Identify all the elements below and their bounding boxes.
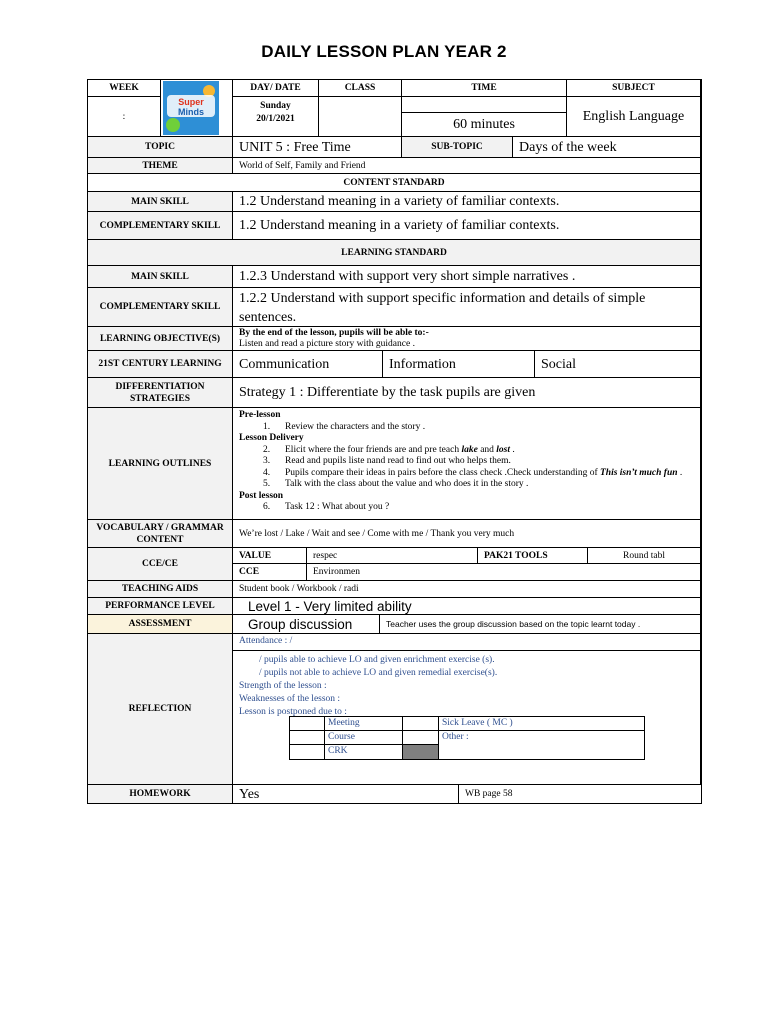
pak21-label: PAK21 TOOLS [478, 548, 588, 564]
objective-text: Listen and read a picture story with guidance . [239, 339, 415, 349]
reflection-strength: Strength of the lesson : [239, 681, 327, 691]
objective-value [233, 327, 701, 351]
performance-value: Level 1 - Very limited ability [233, 598, 701, 615]
other-check[interactable] [403, 731, 439, 745]
outline-step-1: 1. Review the characters and the story . [263, 421, 426, 432]
century-item-1: Communication [233, 351, 383, 378]
cs-main-skill-label: MAIN SKILL [88, 192, 233, 212]
objective-label: LEARNING OBJECTIVE(S) [88, 327, 233, 351]
subject-value: English Language [567, 97, 701, 137]
outline-step-3: 3. Read and pupils liste nand read to find out who helps them. [263, 456, 511, 466]
vocab-label: VOCABULARY / GRAMMAR CONTENT [88, 520, 233, 548]
cce-ce-label: CCE/CE [88, 548, 233, 581]
reflection-remedial: / pupils not able to achieve LO and given remedial exercise(s). [259, 668, 498, 678]
date-value: 20/1/2021 [256, 114, 295, 124]
reflection-label: REFLECTION [88, 634, 233, 785]
teaching-aids-label: TEACHING AIDS [88, 581, 233, 598]
outline-step-2: 2. Elicit where the four friends are and pre teach lake and lost . [263, 444, 515, 455]
pak21-value: Round tabl [588, 548, 701, 564]
outline-step-4: 4. Pupils compare their ideas in pairs before the class check .Check understanding of This isn’t much fun . [263, 467, 683, 478]
cs-main-skill-value: 1.2 Understand meaning in a variety of familiar contexts. [233, 192, 701, 212]
ls-main-skill-value: 1.2.3 Understand with support very short simple narratives . [233, 266, 701, 288]
topic-value: UNIT 5 : Free Time [233, 137, 402, 158]
learning-standard-heading: LEARNING STANDARD [88, 240, 701, 266]
outlines-content [233, 408, 701, 520]
outlines-label: LEARNING OUTLINES [88, 408, 233, 520]
lesson-plan-table [87, 79, 702, 804]
lesson-delivery-heading: Lesson Delivery [239, 433, 304, 443]
ls-main-skill-label: MAIN SKILL [88, 266, 233, 288]
homework-value: Yes [233, 785, 459, 803]
day-date-value [233, 97, 319, 137]
crk-shaded-cell [403, 745, 439, 759]
reflection-postponed: Lesson is postponed due to : [239, 707, 347, 717]
other-option: Other : [442, 732, 469, 742]
sick-check[interactable] [403, 717, 439, 731]
course-check[interactable] [290, 731, 325, 745]
post-lesson-heading: Post lesson [239, 490, 284, 501]
crk-option: CRK [325, 745, 403, 759]
sub-topic-label: SUB-TOPIC [402, 137, 513, 158]
subject-label: SUBJECT [567, 80, 701, 97]
content-standard-heading: CONTENT STANDARD [88, 174, 701, 192]
century-label: 21ST CENTURY LEARNING [88, 351, 233, 378]
assessment-note: Teacher uses the group discussion based on the topic learnt today . [380, 615, 701, 634]
time-blank [402, 97, 567, 113]
week-label: WEEK [88, 80, 161, 97]
objective-intro: By the end of the lesson, pupils will be able to:- [239, 328, 429, 338]
cs-complementary-label: COMPLEMENTARY SKILL [88, 212, 233, 240]
homework-note: WB page 58 [465, 789, 513, 799]
theme-value: World of Self, Family and Friend [233, 158, 701, 174]
day-date-label: DAY/ DATE [233, 80, 319, 97]
meeting-check[interactable] [290, 717, 325, 731]
assessment-label: ASSESSMENT [88, 615, 233, 634]
sick-option: Sick Leave ( MC ) [439, 717, 644, 731]
century-item-2: Information [383, 351, 535, 378]
class-value [319, 97, 402, 137]
svg-text:Super: Super [178, 97, 204, 107]
pre-lesson-heading: Pre-lesson [239, 410, 281, 420]
ls-complementary-label: COMPLEMENTARY SKILL [88, 288, 233, 327]
cce-value: Environmen [307, 564, 701, 581]
teaching-aids-value: Student book / Workbook / radi [233, 581, 701, 598]
outline-step-5: 5. Talk with the class about the value and who does it in the story . [263, 479, 529, 489]
cce-label: CCE [233, 564, 307, 581]
reflection-weakness: Weaknesses of the lesson : [239, 694, 341, 704]
time-label: TIME [402, 80, 567, 97]
ls-complementary-value: 1.2.2 Understand with support specific information and details of simple sentences. [233, 288, 701, 327]
performance-label: PERFORMANCE LEVEL [88, 598, 233, 615]
theme-label: THEME [88, 158, 233, 174]
page-title: DAILY LESSON PLAN YEAR 2 [261, 42, 507, 61]
meeting-option: Meeting [325, 717, 403, 731]
class-label: CLASS [319, 80, 402, 97]
week-value: : [88, 97, 161, 137]
postpone-reason-table [289, 716, 645, 760]
svg-text:Minds: Minds [178, 107, 204, 117]
cs-complementary-value: 1.2 Understand meaning in a variety of familiar contexts. [233, 212, 701, 240]
differentiation-value: Strategy 1 : Differentiate by the task pupils are given [233, 378, 701, 408]
vocab-value: We’re lost / Lake / Wait and see / Come with me / Thank you very much [233, 520, 701, 548]
value-label: VALUE [233, 548, 307, 564]
course-option: Course [325, 731, 403, 745]
time-value: 60 minutes [402, 113, 567, 137]
homework-label: HOMEWORK [88, 785, 233, 803]
book-logo [161, 80, 233, 137]
assessment-value: Group discussion [233, 615, 380, 634]
super-minds-logo [163, 81, 219, 135]
sub-topic-value: Days of the week [513, 137, 701, 158]
day-value: Sunday [260, 101, 291, 111]
crk-check[interactable] [290, 745, 325, 759]
topic-label: TOPIC [88, 137, 233, 158]
attendance: Attendance : / [233, 634, 701, 651]
century-item-3: Social [535, 351, 701, 378]
outline-step-6: 6. Task 12 : What about you ? [263, 502, 390, 512]
value-value: respec [307, 548, 478, 564]
reflection-enrichment: / pupils able to achieve LO and given enrichment exercise (s). [259, 655, 495, 665]
differentiation-label: DIFFERENTIATION STRATEGIES [88, 378, 233, 408]
